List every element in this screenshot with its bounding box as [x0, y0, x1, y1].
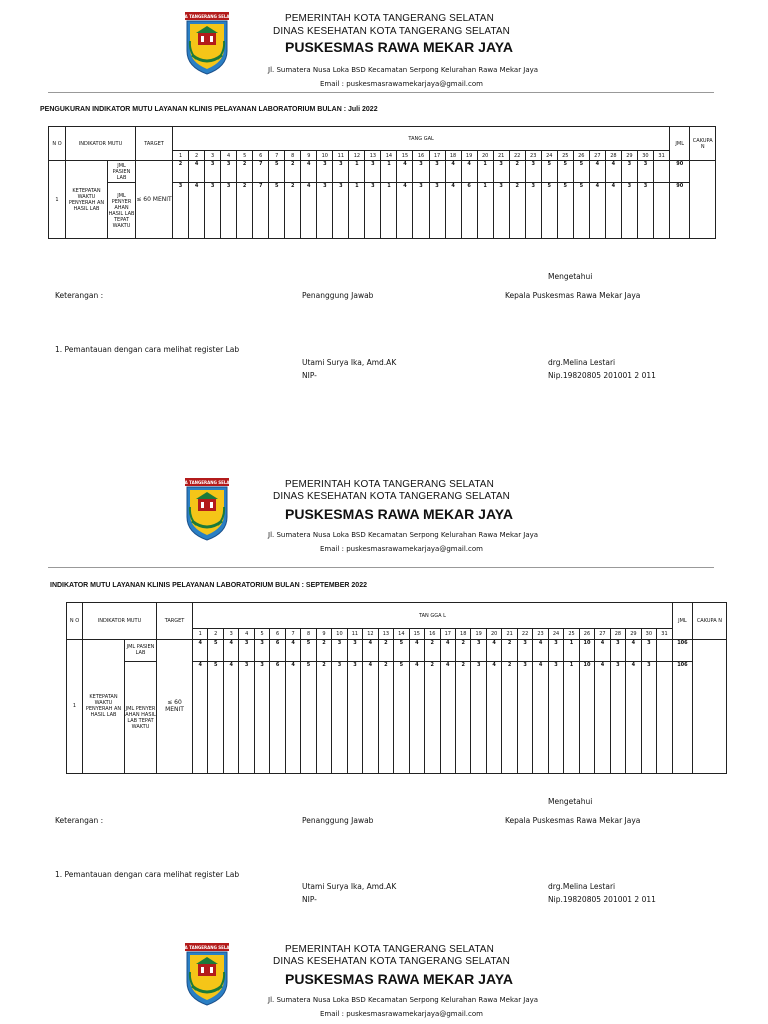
- day-header: 18: [445, 151, 461, 161]
- cell-value: 5: [573, 183, 589, 239]
- day-header: 4: [239, 629, 254, 639]
- cell-value: 4: [223, 639, 238, 661]
- signer-nip-2: Nip.19820805 201001 2 011: [548, 895, 656, 904]
- day-header: 21: [502, 629, 517, 639]
- signer-name-2: drg.Melina Lestari: [548, 882, 616, 891]
- cell-value: 3: [413, 183, 429, 239]
- cell-value: 3: [641, 662, 656, 774]
- cell-value: 6: [270, 639, 285, 661]
- cell-value: 3: [471, 639, 486, 661]
- row-no: 1: [49, 161, 66, 239]
- cell-value: 1: [381, 183, 397, 239]
- cell-value: 4: [605, 161, 621, 183]
- day-header: 22: [517, 629, 532, 639]
- cell-value: 5: [394, 639, 409, 661]
- keterangan-label: Keterangan :: [55, 291, 104, 300]
- signer-name-1: Utami Surya Ika, Amd.AK: [302, 358, 397, 367]
- gov-name: PEMERINTAH KOTA TANGERANG SELATAN: [285, 479, 494, 490]
- city-emblem-icon: [184, 477, 230, 541]
- divider: [48, 567, 714, 568]
- row-indikator: KETEPATAN WAKTU PENYERAH AN HASIL LAB: [66, 161, 108, 239]
- cell-value: 4: [461, 161, 477, 183]
- clinic-name: PUSKESMAS RAWA MEKAR JAYA: [285, 39, 513, 55]
- cell-value: 4: [193, 639, 208, 661]
- city-emblem-icon: [184, 942, 230, 1006]
- cell-value: 5: [208, 662, 223, 774]
- cell-value: 3: [347, 639, 362, 661]
- cell-value: 5: [269, 183, 285, 239]
- cell-value: 5: [541, 183, 557, 239]
- cell-value: 3: [621, 183, 637, 239]
- day-header: 1: [193, 629, 208, 639]
- row-jml-pasien: 106: [672, 639, 692, 661]
- cell-value: 4: [397, 161, 413, 183]
- cell-value: 3: [637, 183, 653, 239]
- cell-value: 2: [509, 161, 525, 183]
- cell-value: 3: [365, 183, 381, 239]
- signer-nip-2: Nip.19820805 201001 2 011: [548, 371, 656, 380]
- cell-value: 3: [254, 639, 269, 661]
- row-sub-tepat: JML PENYER AHAN HASIL LAB TEPAT WAKTU: [125, 662, 157, 774]
- indicator-table-2: [66, 602, 727, 774]
- day-header: 30: [641, 629, 656, 639]
- row-target: ≤ 60 MENIT: [136, 161, 173, 239]
- cell-value: [657, 639, 673, 661]
- day-header: 31: [657, 629, 673, 639]
- cell-value: 1: [564, 639, 579, 661]
- row-sub-tepat: JML PENYER AHAN HASIL LAB TEPAT WAKTU: [108, 183, 136, 239]
- address: Jl. Sumatera Nusa Loka BSD Kecamatan Serpong Kelurahan Rawa Mekar Jaya: [268, 996, 539, 1004]
- header-no: N O: [49, 127, 66, 161]
- cell-value: 5: [573, 161, 589, 183]
- cell-value: 4: [445, 183, 461, 239]
- day-header: 31: [653, 151, 669, 161]
- email: Email : puskesmasrawamekarjaya@gmail.com: [320, 80, 483, 88]
- day-header: 24: [548, 629, 563, 639]
- header-target: TARGET: [136, 127, 173, 161]
- mengetahui-label: Mengetahui: [548, 797, 593, 806]
- cell-value: 3: [471, 662, 486, 774]
- day-header: 8: [285, 151, 301, 161]
- report-title-1: PENGUKURAN INDIKATOR MUTU LAYANAN KLINIS PELAYANAN LABORATORIUM BULAN : Juli 2022: [40, 106, 378, 113]
- header-indikator: INDIKATOR MUTU: [83, 603, 157, 640]
- cell-value: 3: [525, 183, 541, 239]
- dept-name: DINAS KESEHATAN KOTA TANGERANG SELATAN: [273, 956, 510, 967]
- day-header: 23: [525, 151, 541, 161]
- cell-value: 3: [413, 161, 429, 183]
- cell-value: 3: [333, 183, 349, 239]
- day-header: 13: [378, 629, 393, 639]
- cell-value: 1: [381, 161, 397, 183]
- cell-value: 1: [349, 183, 365, 239]
- cell-value: 4: [301, 183, 317, 239]
- day-header: 12: [363, 629, 378, 639]
- cell-value: 3: [205, 183, 221, 239]
- cell-value: 2: [502, 662, 517, 774]
- day-header: 10: [317, 151, 333, 161]
- cell-value: 3: [205, 161, 221, 183]
- day-header: 19: [461, 151, 477, 161]
- cell-value: 4: [589, 161, 605, 183]
- clinic-name: PUSKESMAS RAWA MEKAR JAYA: [285, 971, 513, 987]
- cell-value: 3: [332, 639, 347, 661]
- day-header: 21: [493, 151, 509, 161]
- cell-value: 3: [429, 161, 445, 183]
- cell-value: 3: [333, 161, 349, 183]
- cell-value: 2: [509, 183, 525, 239]
- cell-value: 7: [253, 161, 269, 183]
- day-header: 25: [564, 629, 579, 639]
- header-jml: JML: [672, 603, 692, 640]
- cell-value: 4: [285, 662, 300, 774]
- cell-value: 3: [221, 183, 237, 239]
- cell-value: 10: [579, 639, 594, 661]
- cell-value: 6: [461, 183, 477, 239]
- day-header: 10: [332, 629, 347, 639]
- day-header: 11: [347, 629, 362, 639]
- cell-value: 3: [221, 161, 237, 183]
- row-target: ≤ 60 MENIT: [157, 639, 193, 773]
- header-cakupan: CAKUPA N: [690, 127, 716, 161]
- cell-value: 2: [316, 662, 331, 774]
- report-title-2: INDIKATOR MUTU LAYANAN KLINIS PELAYANAN LABORATORIUM BULAN : SEPTEMBER 2022: [50, 582, 367, 589]
- row-indikator: KETEPATAN WAKTU PENYERAH AN HASIL LAB: [83, 639, 125, 773]
- cell-value: 2: [455, 662, 470, 774]
- keterangan-label: Keterangan :: [55, 816, 104, 825]
- penanggung-label: Penanggung Jawab: [302, 816, 374, 825]
- cell-value: 3: [548, 662, 563, 774]
- cell-value: 4: [193, 662, 208, 774]
- gov-name: PEMERINTAH KOTA TANGERANG SELATAN: [285, 13, 494, 24]
- day-header: 16: [425, 629, 440, 639]
- note: 1. Pemantauan dengan cara melihat register Lab: [55, 345, 240, 354]
- kepala-label: Kepala Puskesmas Rawa Mekar Jaya: [505, 816, 641, 825]
- cell-value: 5: [301, 662, 316, 774]
- day-header: 6: [253, 151, 269, 161]
- cell-value: 3: [493, 161, 509, 183]
- cell-value: 2: [455, 639, 470, 661]
- cell-value: 5: [301, 639, 316, 661]
- cell-value: 4: [486, 639, 501, 661]
- cell-value: 4: [409, 662, 424, 774]
- signer-nip-1: NIP-: [302, 371, 317, 380]
- day-header: 7: [285, 629, 300, 639]
- cell-value: 1: [349, 161, 365, 183]
- day-header: 9: [316, 629, 331, 639]
- header-target: TARGET: [157, 603, 193, 640]
- day-header: 16: [413, 151, 429, 161]
- cell-value: 4: [533, 662, 548, 774]
- cell-value: 4: [626, 662, 641, 774]
- cell-value: 2: [425, 662, 440, 774]
- cell-value: 10: [579, 662, 594, 774]
- cell-value: 4: [440, 662, 455, 774]
- day-header: 9: [301, 151, 317, 161]
- day-header: 23: [533, 629, 548, 639]
- clinic-name: PUSKESMAS RAWA MEKAR JAYA: [285, 506, 513, 522]
- day-header: 13: [365, 151, 381, 161]
- cell-value: 4: [533, 639, 548, 661]
- cell-value: 4: [589, 183, 605, 239]
- address: Jl. Sumatera Nusa Loka BSD Kecamatan Serpong Kelurahan Rawa Mekar Jaya: [268, 531, 539, 539]
- cell-value: 3: [641, 639, 656, 661]
- city-emblem-icon: [184, 11, 230, 75]
- cell-value: 3: [429, 183, 445, 239]
- day-header: 8: [301, 629, 316, 639]
- cell-value: 5: [208, 639, 223, 661]
- dept-name: DINAS KESEHATAN KOTA TANGERANG SELATAN: [273, 491, 510, 502]
- header-tanggal: TAN GGA L: [193, 603, 673, 629]
- cell-value: 3: [365, 161, 381, 183]
- kepala-label: Kepala Puskesmas Rawa Mekar Jaya: [505, 291, 641, 300]
- mengetahui-label: Mengetahui: [548, 272, 593, 281]
- cell-value: 3: [254, 662, 269, 774]
- cell-value: 3: [347, 662, 362, 774]
- day-header: 14: [381, 151, 397, 161]
- cell-value: 4: [189, 161, 205, 183]
- gov-name: PEMERINTAH KOTA TANGERANG SELATAN: [285, 944, 494, 955]
- day-header: 27: [595, 629, 610, 639]
- cell-value: 3: [548, 639, 563, 661]
- day-header: 24: [541, 151, 557, 161]
- cell-value: 4: [595, 662, 610, 774]
- cell-value: 4: [223, 662, 238, 774]
- row-cakupan: [692, 639, 726, 773]
- day-header: 15: [397, 151, 413, 161]
- cell-value: 6: [270, 662, 285, 774]
- row-no: 1: [67, 639, 83, 773]
- cell-value: 1: [564, 662, 579, 774]
- cell-value: [657, 662, 673, 774]
- day-header: 28: [605, 151, 621, 161]
- email: Email : puskesmasrawamekarjaya@gmail.com: [320, 545, 483, 553]
- day-header: 25: [557, 151, 573, 161]
- row-cakupan: [690, 161, 716, 239]
- cell-value: 7: [253, 183, 269, 239]
- email: Email : puskesmasrawamekarjaya@gmail.com: [320, 1010, 483, 1018]
- day-header: 15: [409, 629, 424, 639]
- divider: [48, 92, 714, 93]
- cell-value: 4: [363, 662, 378, 774]
- day-header: 27: [589, 151, 605, 161]
- cell-value: 3: [610, 639, 625, 661]
- cell-value: 4: [595, 639, 610, 661]
- cell-value: 4: [445, 161, 461, 183]
- day-header: 14: [394, 629, 409, 639]
- cell-value: 5: [557, 161, 573, 183]
- header-no: N O: [67, 603, 83, 640]
- cell-value: 3: [525, 161, 541, 183]
- cell-value: [653, 161, 669, 183]
- day-header: 4: [221, 151, 237, 161]
- day-header: 11: [333, 151, 349, 161]
- penanggung-label: Penanggung Jawab: [302, 291, 374, 300]
- cell-value: 2: [285, 161, 301, 183]
- day-header: 18: [455, 629, 470, 639]
- day-header: 29: [621, 151, 637, 161]
- cell-value: 3: [517, 662, 532, 774]
- cell-value: 4: [626, 639, 641, 661]
- day-header: 7: [269, 151, 285, 161]
- cell-value: 2: [285, 183, 301, 239]
- row-jml-pasien: 90: [670, 161, 690, 183]
- cell-value: 2: [237, 183, 253, 239]
- signer-name-2: drg.Melina Lestari: [548, 358, 616, 367]
- cell-value: 3: [239, 662, 254, 774]
- day-header: 5: [254, 629, 269, 639]
- cell-value: 2: [378, 662, 393, 774]
- cell-value: 3: [621, 161, 637, 183]
- row-jml-tepat: 106: [672, 662, 692, 774]
- cell-value: 3: [317, 183, 333, 239]
- cell-value: 3: [517, 639, 532, 661]
- day-header: 12: [349, 151, 365, 161]
- day-header: 26: [573, 151, 589, 161]
- cell-value: 3: [173, 183, 189, 239]
- dept-name: DINAS KESEHATAN KOTA TANGERANG SELATAN: [273, 26, 510, 37]
- row-sub-pasien: JML PASIEN LAB: [125, 639, 157, 661]
- cell-value: 2: [502, 639, 517, 661]
- cell-value: 3: [493, 183, 509, 239]
- cell-value: 5: [269, 161, 285, 183]
- day-header: 2: [208, 629, 223, 639]
- day-header: 5: [237, 151, 253, 161]
- cell-value: 1: [477, 161, 493, 183]
- row-jml-tepat: 90: [670, 183, 690, 239]
- cell-value: 2: [173, 161, 189, 183]
- header-cakupan: CAKUPA N: [692, 603, 726, 640]
- day-header: 3: [205, 151, 221, 161]
- indicator-table-1: [48, 126, 716, 239]
- cell-value: 4: [486, 662, 501, 774]
- header-indikator: INDIKATOR MUTU: [66, 127, 136, 161]
- cell-value: 3: [610, 662, 625, 774]
- day-header: 20: [486, 629, 501, 639]
- cell-value: 4: [409, 639, 424, 661]
- signer-name-1: Utami Surya Ika, Amd.AK: [302, 882, 397, 891]
- day-header: 17: [440, 629, 455, 639]
- cell-value: 2: [316, 639, 331, 661]
- cell-value: 4: [285, 639, 300, 661]
- row-sub-pasien: JML PASIEN LAB: [108, 161, 136, 183]
- cell-value: 2: [378, 639, 393, 661]
- cell-value: 5: [557, 183, 573, 239]
- day-header: 26: [579, 629, 594, 639]
- day-header: 20: [477, 151, 493, 161]
- day-header: 22: [509, 151, 525, 161]
- cell-value: 3: [317, 161, 333, 183]
- cell-value: 4: [605, 183, 621, 239]
- cell-value: 4: [397, 183, 413, 239]
- header-tanggal: TANG GAL: [173, 127, 670, 151]
- day-header: 29: [626, 629, 641, 639]
- note: 1. Pemantauan dengan cara melihat register Lab: [55, 870, 240, 879]
- signer-nip-1: NIP-: [302, 895, 317, 904]
- cell-value: 2: [425, 639, 440, 661]
- cell-value: 3: [239, 639, 254, 661]
- day-header: 3: [223, 629, 238, 639]
- address: Jl. Sumatera Nusa Loka BSD Kecamatan Serpong Kelurahan Rawa Mekar Jaya: [268, 66, 539, 74]
- cell-value: 2: [237, 161, 253, 183]
- day-header: 28: [610, 629, 625, 639]
- day-header: 30: [637, 151, 653, 161]
- cell-value: 3: [637, 161, 653, 183]
- day-header: 19: [471, 629, 486, 639]
- cell-value: 3: [332, 662, 347, 774]
- day-header: 6: [270, 629, 285, 639]
- cell-value: 1: [477, 183, 493, 239]
- day-header: 1: [173, 151, 189, 161]
- cell-value: 4: [189, 183, 205, 239]
- cell-value: 5: [394, 662, 409, 774]
- day-header: 17: [429, 151, 445, 161]
- cell-value: 5: [541, 161, 557, 183]
- cell-value: 4: [301, 161, 317, 183]
- cell-value: [653, 183, 669, 239]
- day-header: 2: [189, 151, 205, 161]
- cell-value: 4: [363, 639, 378, 661]
- cell-value: 4: [440, 639, 455, 661]
- header-jml: JML: [670, 127, 690, 161]
